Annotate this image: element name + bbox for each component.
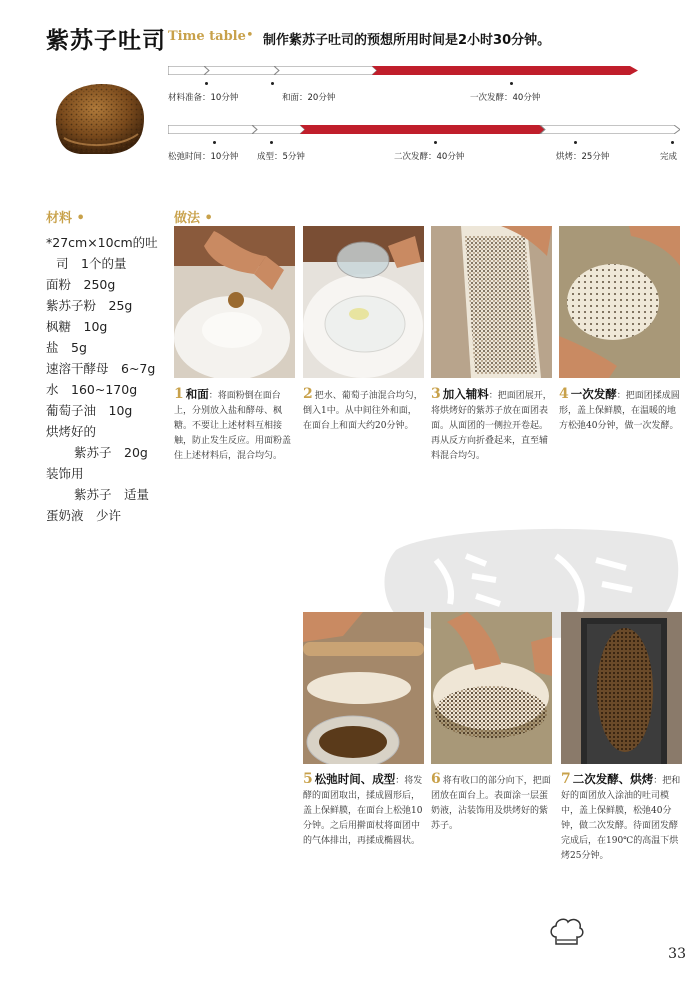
timeline-bar-1 <box>168 66 638 75</box>
ingredient-line: 紫苏子 适量 <box>74 487 150 502</box>
step-2-photo <box>303 226 424 378</box>
ingredient-line: 司 1个的量 <box>56 256 127 271</box>
timeline-label-prep: 材料准备：10分钟 <box>168 93 239 103</box>
timeline-label-first-rise: 一次发酵：40分钟 <box>470 93 541 103</box>
step-2-text: 2 把水、葡萄子油混合均匀，倒入1中。从中间往外和面，在面台上和面大约20分钟。 <box>303 386 423 431</box>
timeline-label-second-rise: 二次发酵：40分钟 <box>394 152 465 162</box>
ingredient-line: 速溶干酵母 6~7g <box>46 361 156 376</box>
timeline-tick <box>434 141 437 144</box>
bread-photo <box>50 78 148 158</box>
page-number: 33 <box>668 946 686 962</box>
ingredient-line: 蛋奶液 少许 <box>46 508 122 523</box>
timeline-label-done: 完成 <box>660 152 678 162</box>
timeline-tick <box>671 141 674 144</box>
timetable-label: Time table <box>168 29 246 44</box>
ingredient-line: 装饰用 <box>46 466 84 481</box>
page-title: 紫苏子吐司 <box>46 28 166 54</box>
step-6-photo <box>431 612 552 764</box>
step-5-text: 5 松弛时间、成型：将发酵的面团取出，揉成圆形后，盖上保鲜膜，在面台上松弛10分钟。之后用擀面杖将面团中的气体排出，再揉成椭圆状。 <box>303 771 423 846</box>
method-heading: 做法 • <box>174 211 213 226</box>
step-7-text: 7 二次发酵、烘烤：把和好的面团放入涂油的吐司模中，盖上保鲜膜，松弛40分钟，做二次发酵。待面团发酵完成后，在190℃的高温下烘烤25分钟。 <box>561 771 681 861</box>
ingredients-heading: 材料 • <box>46 211 85 226</box>
step-5-photo <box>303 612 424 764</box>
chef-hat-icon <box>548 915 584 949</box>
timeline-tick <box>574 141 577 144</box>
timeline-tick <box>510 82 513 85</box>
ingredients-list <box>46 232 172 526</box>
timetable-bullet: • <box>246 28 254 43</box>
timeline-label-bake: 烘烤：25分钟 <box>556 152 610 162</box>
timetable-description: 制作紫苏子吐司的预想所用时间是2小时30分钟。 <box>263 33 551 48</box>
ingredient-line: 葡萄子油 10g <box>46 403 133 418</box>
step-4-photo <box>559 226 680 378</box>
step-6-text: 6 将有收口的部分向下，把面团放在面台上。表面涂一层蛋奶液，沾装饰用及烘烤好的紫苏子。 <box>431 771 551 831</box>
ingredient-line: 盐 5g <box>46 340 87 355</box>
timeline-tick <box>205 82 208 85</box>
ingredient-line: 紫苏子 20g <box>74 445 148 460</box>
step-1-photo <box>174 226 295 378</box>
timeline-tick <box>271 82 274 85</box>
timeline-label-shape: 成型：5分钟 <box>257 152 305 162</box>
step-3-photo <box>431 226 552 378</box>
step-7-photo <box>561 612 682 764</box>
ingredient-line: *27cm×10cm的吐 <box>46 235 158 250</box>
timeline-bar-2 <box>168 125 680 134</box>
timeline-tick <box>213 141 216 144</box>
ingredient-line: 紫苏子粉 25g <box>46 298 133 313</box>
timeline-label-knead: 和面：20分钟 <box>282 93 336 103</box>
step-1-text: 1 和面：将面粉倒在面台上，分别放入盐和酵母、枫糖。不要让上述材料互相接触，防止发生反应。用面粉盖住上述材料后，混合均匀。 <box>174 386 292 461</box>
ingredient-line: 水 160~170g <box>46 382 138 397</box>
timeline-tick <box>270 141 273 144</box>
ingredient-line: 面粉 250g <box>46 277 116 292</box>
ingredient-line: 枫糖 10g <box>46 319 108 334</box>
step-3-text: 3 加入辅料：把面团展开，将烘烤好的紫苏子放在面团表面。从面团的一侧拉开卷起。再从反方向折叠起来，直至辅料混合均匀。 <box>431 386 552 461</box>
ingredient-line: 烘烤好的 <box>46 424 97 439</box>
timeline-label-rest: 松弛时间：10分钟 <box>168 152 239 162</box>
step-4-text: 4 一次发酵：把面团揉成圆形，盖上保鲜膜，在温暖的地方松弛40分钟，做一次发酵。 <box>559 386 680 431</box>
